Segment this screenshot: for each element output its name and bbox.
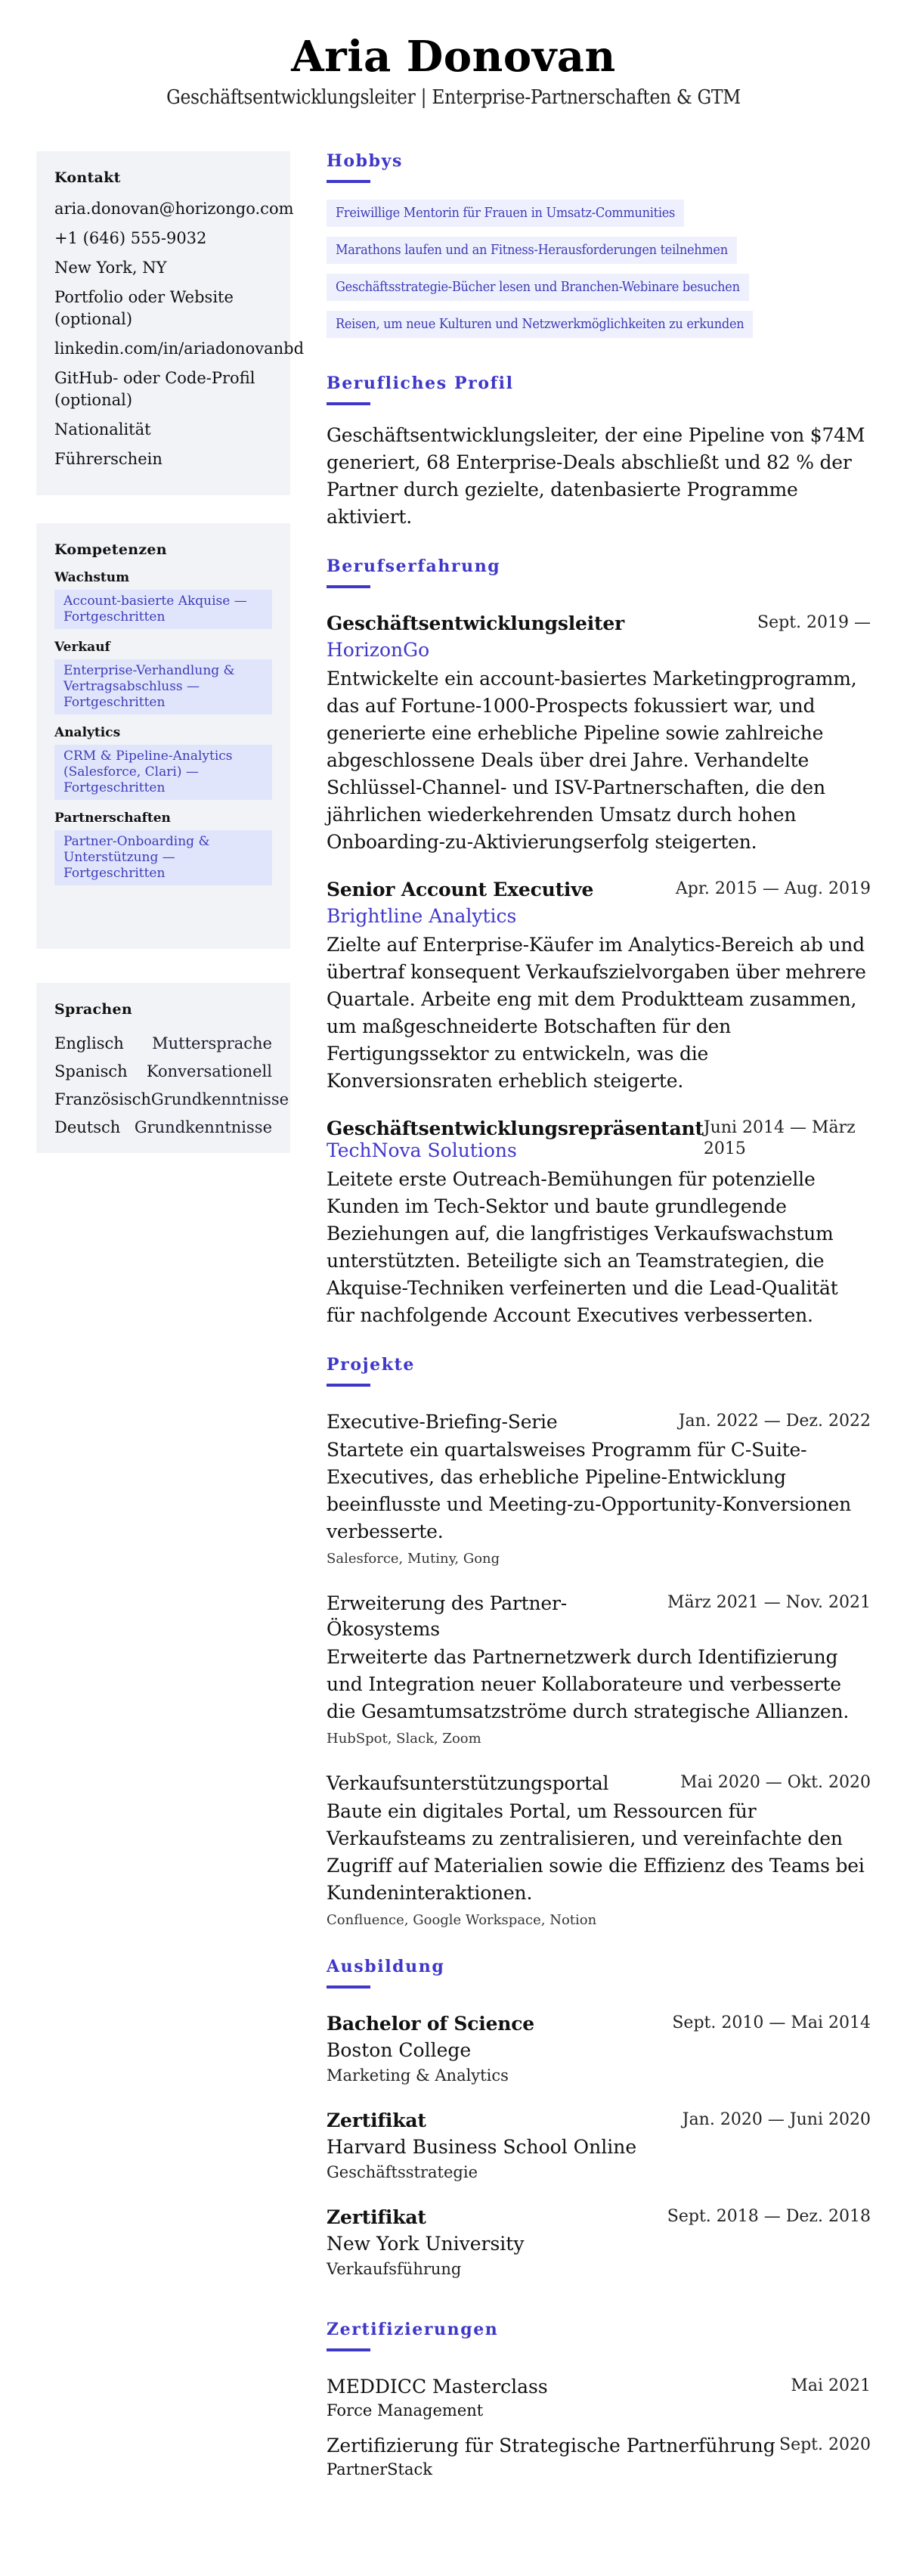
job-date: Apr. 2015 — Aug. 2019 [675,879,871,898]
certification-issuer: PartnerStack [327,2460,433,2478]
certification-date: Sept. 2020 [779,2435,871,2454]
project-date: März 2021 — Nov. 2021 [667,1593,871,1612]
section-divider [327,585,370,588]
language-level: Konversationell [146,1062,272,1080]
project-entry [327,1591,871,1750]
certifications-section [327,2320,871,2480]
skill-tag: CRM & Pipeline-Analytics (Salesforce, Clari) — Fortgeschritten [54,745,272,800]
language-name: Englisch [54,1034,124,1052]
project-tools: Salesforce, Mutiny, Gong [327,1551,500,1567]
hobbies-section [327,151,871,348]
skill-group [54,640,272,715]
project-description: Baute ein digitales Portal, um Ressourcen für Verkaufsteams zu zentralisieren, und vereinfachte den Zugriff auf Materialien sowie die Effizienz des Teams bei Kundeninteraktionen. [327,1800,865,1904]
project-description: Erweiterte das Partnernetzwerk durch Identifizierung und Integration neuer Kollaborateure und verbesserte die Gesamtumsatzströme durch strategische Allianzen. [327,1646,850,1722]
skill-category: Analytics [54,725,121,740]
candidate-headline: Geschäftsentwicklungsleiter | Enterprise-Partnerschaften & GTM [166,86,741,109]
certification-name: Zertifizierung für Strategische Partnerführung [327,2435,775,2457]
education-date: Sept. 2010 — Mai 2014 [672,2013,871,2032]
certification-date: Mai 2021 [791,2376,871,2395]
language-name: Deutsch [54,1118,121,1136]
education-school: Boston College [327,2039,472,2061]
hobby-chip: Reisen, um neue Kulturen und Netzwerkmöglichkeiten zu erkunden [327,311,753,338]
language-level: Muttersprache [152,1034,272,1052]
job-description: Zielte auf Enterprise-Käufer im Analytics-Bereich ab und übertraf konsequent Verkaufszielvorgaben über mehrere Quartale. Arbeite eng mit dem Produktteam zusammen, um maßgeschneiderte Botschaften für den Fertigungssektor zu entwickeln, was die Konversionsraten erheblich steigerte. [327,934,866,1092]
project-name: Executive-Briefing-Serie [327,1411,558,1433]
language-level: Grundkenntnisse [134,1118,272,1136]
contact-github[interactable]: GitHub- oder Code-Profil (optional) [54,369,255,409]
section-divider [327,402,370,405]
skill-tag: Partner-Onboarding & Unterstützung — Fortgeschritten [54,830,272,885]
job-company: Brightline Analytics [327,905,517,927]
skill-tag: Account-basierte Akquise — Fortgeschritten [54,590,272,629]
education-degree: Bachelor of Science [327,2013,534,2035]
projects-title: Projekte [327,1355,415,1375]
language-name: Französisch [54,1090,151,1108]
hobby-chip: Geschäftsstrategie-Bücher lesen und Branchen-Webinare besuchen [327,274,749,301]
job-date: Juni 2014 — März 2015 [703,1118,856,1158]
education-entry [327,2011,871,2087]
education-entry [327,2205,871,2280]
project-description: Startete ein quartalsweises Programm für C-Suite-Executives, das erhebliche Pipeline-Entwicklung beeinflusste und Meeting-zu-Opportunity-Konversionen verbesserte. [327,1439,852,1542]
project-tools: HubSpot, Slack, Zoom [327,1731,481,1747]
contact-drivers-license: Führerschein [54,450,163,468]
education-section [327,1957,871,2280]
language-row [54,1058,272,1086]
skill-group [54,725,272,800]
project-name: Erweiterung des Partner-Ökosystems [327,1592,568,1640]
education-school: New York University [327,2233,525,2255]
certification-entry [327,2433,871,2480]
job-company: HorizonGo [327,639,430,661]
projects-section [327,1355,871,1931]
skill-category: Wachstum [54,570,130,585]
contact-portfolio[interactable]: Portfolio oder Website (optional) [54,288,234,328]
job-company: TechNova Solutions [327,1139,517,1161]
contact-location: New York, NY [54,259,167,277]
language-row [54,1114,272,1142]
hobbies-title: Hobbys [327,151,403,171]
education-degree: Zertifikat [327,2109,426,2131]
education-school: Harvard Business School Online [327,2136,637,2158]
language-row [54,1086,289,1114]
skill-group [54,570,272,629]
job-role: Geschäftsentwicklungsrepräsentant [327,1118,704,1139]
job-description: Leitete erste Outreach-Bemühungen für potenzielle Kunden im Tech-Sektor und baute grundlegende Beziehungen auf, die langfristiges Verkaufswachstum unterstützten. Beteiligte sich an Teamstrategien, die Akquise-Techniken verfeinerten und die Lead-Qualität für nachfolgende Account Executives verbesserten. [327,1168,838,1326]
languages-title: Sprachen [54,1001,133,1018]
language-name: Spanisch [54,1062,128,1080]
language-row [54,1030,272,1058]
education-field: Marketing & Analytics [327,2066,509,2085]
education-field: Geschäftsstrategie [327,2163,478,2181]
skill-group [54,811,272,885]
skills-title: Kompetenzen [54,541,167,558]
certification-entry [327,2374,871,2421]
resume-body [0,133,907,2506]
skill-tag: Enterprise-Verhandlung & Vertragsabschluss — Fortgeschritten [54,659,272,715]
job-role: Geschäftsentwicklungsleiter [327,612,625,634]
contact-card [36,151,305,495]
skills-card [36,523,290,949]
certifications-title: Zertifizierungen [327,2320,499,2339]
education-degree: Zertifikat [327,2206,426,2228]
project-entry [327,1771,871,1931]
experience-entry [327,1116,871,1329]
project-entry [327,1409,871,1570]
project-tools: Confluence, Google Workspace, Notion [327,1912,597,1928]
experience-title: Berufserfahrung [327,556,501,576]
profile-section [327,374,871,531]
contact-title: Kontakt [54,169,121,186]
skill-category: Verkauf [54,640,110,655]
project-name: Verkaufsunterstützungsportal [327,1772,609,1794]
section-divider [327,1985,370,1989]
education-date: Jan. 2020 — Juni 2020 [682,2110,871,2129]
profile-summary: Geschäftsentwicklungsleiter, der eine Pipeline von $74M generiert, 68 Enterprise-Deals abschließt und 82 % der Partner durch gezielte, datenbasierte Programme aktiviert. [327,424,865,528]
project-date: Jan. 2022 — Dez. 2022 [678,1412,871,1431]
main-content [327,133,871,2506]
skill-category: Partnerschaften [54,811,171,826]
contact-linkedin[interactable]: linkedin.com/in/ariadonovanbd [54,339,305,358]
section-divider [327,180,370,183]
job-role: Senior Account Executive [327,879,594,901]
profile-title: Berufliches Profil [327,374,514,393]
section-divider [327,1384,370,1387]
hobby-chip: Freiwillige Mentorin für Frauen in Umsatz-Communities [327,200,684,227]
contact-nationality: Nationalität [54,420,151,439]
resume-header [0,0,907,133]
project-date: Mai 2020 — Okt. 2020 [680,1773,871,1792]
education-title: Ausbildung [327,1957,445,1976]
hobby-list [327,200,871,348]
education-entry [327,2108,871,2184]
education-field: Verkaufsführung [327,2260,462,2278]
experience-section [327,556,871,1329]
section-divider [327,2348,370,2351]
contact-email[interactable]: aria.donovan@horizongo.com [54,200,294,218]
contact-phone[interactable]: +1 (646) 555-9032 [54,229,207,247]
certification-issuer: Force Management [327,2401,484,2419]
certification-name: MEDDICC Masterclass [327,2376,548,2398]
hobby-chip: Marathons laufen und an Fitness-Herausforderungen teilnehmen [327,237,737,264]
sidebar [36,133,305,1181]
job-description: Entwickelte ein account-basiertes Marketingprogramm, das auf Fortune-1000-Prospects fokussiert war, und generierte eine erhebliche Pipeline sowie zahlreiche abgeschlossene Deals über drei Jahre. Verhandelte Schlüssel-Channel- und ISV-Partnerschaften, die den jährlichen wiederkehrenden Umsatz durch hohen Onboarding-zu-Aktivierungserfolg steigerten. [327,668,857,853]
contact-list [54,198,305,470]
experience-entry [327,611,871,856]
job-date: Sept. 2019 — [757,613,871,632]
candidate-name: Aria Donovan [291,32,616,82]
language-level: Grundkenntnisse [150,1090,289,1108]
experience-entry [327,877,871,1095]
education-date: Sept. 2018 — Dez. 2018 [667,2207,871,2226]
languages-card [36,983,290,1153]
